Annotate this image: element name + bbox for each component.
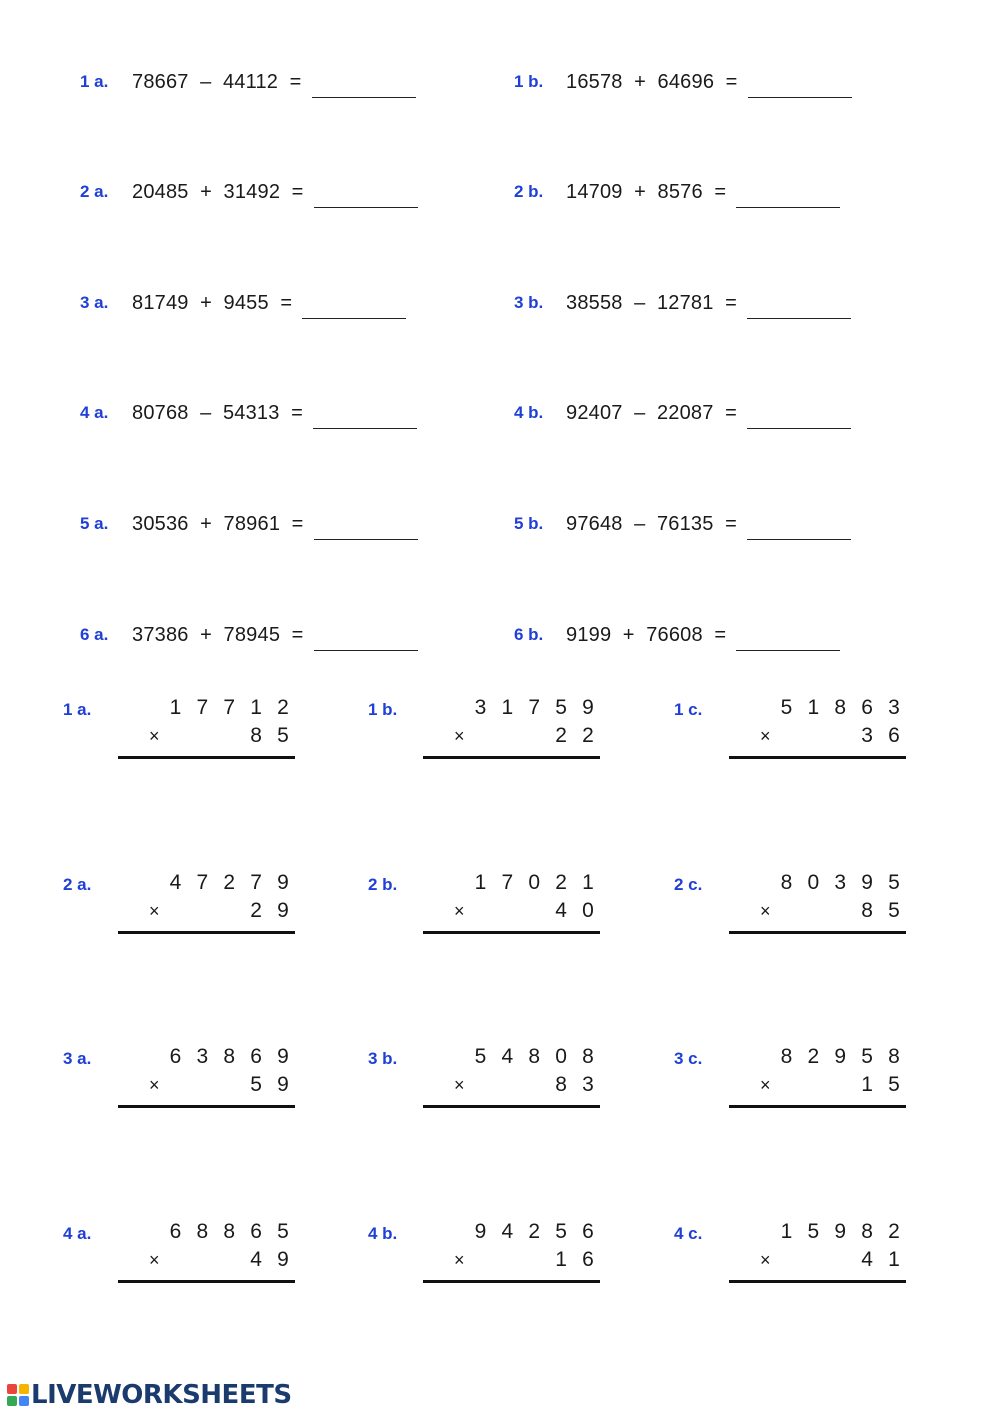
multiplication-problem [368,696,609,786]
horizontal-problem [514,615,840,655]
times-sign: × [149,1250,160,1270]
answer-line[interactable] [729,1280,906,1283]
problem-label: 2 c. [674,875,703,894]
multiplier-row [730,1073,915,1101]
multiplier-digits: 15 [861,1073,915,1096]
horizontal-problem [514,393,851,433]
multiplicand-digits: 17021 [474,871,609,894]
multiplier-digits: 49 [250,1248,304,1271]
problem-label: 2 b. [514,182,544,201]
multiplicand-digits: 63869 [169,1045,304,1068]
multiplicand [119,871,304,899]
problem-label: 1 b. [368,700,398,719]
multiplicand [119,1045,304,1073]
problem-expression: 92407 – 22087 = [566,401,737,424]
multiplication-problem [63,696,304,786]
multiplicand-digits: 15982 [780,1220,915,1243]
horizontal-problem [514,283,851,323]
problem-label: 2 a. [80,182,109,201]
answer-blank[interactable] [747,296,851,319]
problem-label: 6 a. [80,625,109,644]
problem-expression: 80768 – 54313 = [132,401,303,424]
multiplier-digits: 85 [861,899,915,922]
answer-blank[interactable] [314,185,418,208]
answer-blank[interactable] [747,406,851,429]
problem-label: 1 c. [674,700,703,719]
answer-blank[interactable] [313,406,417,429]
horizontal-problem [80,62,416,102]
times-sign: × [760,1075,771,1095]
problem-expression: 78667 – 44112 = [132,70,302,93]
answer-line[interactable] [423,756,600,759]
multiplier-digits: 83 [555,1073,609,1096]
answer-blank[interactable] [314,517,418,540]
multiplication-problem [674,1045,915,1135]
problem-label: 2 b. [368,875,398,894]
times-sign: × [760,1250,771,1270]
multiplicand [730,696,915,724]
times-sign: × [149,901,160,921]
problem-label: 4 c. [674,1224,703,1243]
problem-expression: 38558 – 12781 = [566,291,737,314]
multiplicand [730,1045,915,1073]
multiplier-row [119,1073,304,1101]
problem-label: 1 a. [80,72,109,91]
multiplicand [424,871,609,899]
logo-square [7,1396,17,1406]
multiplication-problem [63,871,304,961]
logo-grid-icon [7,1384,29,1406]
answer-line[interactable] [423,931,600,934]
answer-blank[interactable] [736,628,840,651]
horizontal-problem [514,62,852,102]
multiplier-row [730,1248,915,1276]
problem-label: 3 c. [674,1049,703,1068]
problem-label: 4 b. [368,1224,398,1243]
answer-blank[interactable] [314,628,418,651]
multiplicand [730,1220,915,1248]
problem-label: 1 b. [514,72,544,91]
answer-line[interactable] [118,931,295,934]
multiplication-problem [368,1220,609,1310]
multiplier-digits: 41 [861,1248,915,1271]
horizontal-problem [80,172,418,212]
multiplicand [424,696,609,724]
multiplier-row [119,724,304,752]
times-sign: × [454,1075,465,1095]
logo-text: LIVEWORKSHEETS [31,1380,292,1410]
multiplication-problem [674,1220,915,1310]
horizontal-problem [80,393,417,433]
multiplication-problem [368,871,609,961]
multiplicand-digits: 31759 [474,696,609,719]
logo-square [7,1384,17,1394]
problem-expression: 30536 + 78961 = [132,512,304,535]
problem-expression: 20485 + 31492 = [132,180,304,203]
multiplier-row [424,724,609,752]
problem-label: 3 b. [368,1049,398,1068]
times-sign: × [454,726,465,746]
problem-expression: 14709 + 8576 = [566,180,727,203]
answer-blank[interactable] [302,296,406,319]
problem-expression: 97648 – 76135 = [566,512,737,535]
horizontal-problem [80,283,406,323]
multiplicand-digits: 80395 [780,871,915,894]
horizontal-problem [514,504,851,544]
horizontal-problem [80,504,418,544]
answer-blank[interactable] [736,185,840,208]
multiplicand-digits: 47279 [169,871,304,894]
problem-label: 4 a. [80,403,109,422]
multiplicand-digits: 51863 [780,696,915,719]
times-sign: × [760,726,771,746]
answer-blank[interactable] [312,75,416,98]
multiplier-digits: 22 [555,724,609,747]
problem-label: 4 a. [63,1224,92,1243]
multiplicand [424,1045,609,1073]
answer-blank[interactable] [748,75,852,98]
logo-square [19,1396,29,1406]
problem-expression: 81749 + 9455 = [132,291,293,314]
times-sign: × [454,1250,465,1270]
times-sign: × [149,726,160,746]
multiplication-problem [63,1045,304,1135]
multiplier-row [424,1248,609,1276]
problem-label: 4 b. [514,403,544,422]
multiplier-row [730,899,915,927]
problem-label: 6 b. [514,625,544,644]
multiplier-digits: 85 [250,724,304,747]
answer-line[interactable] [118,1280,295,1283]
multiplier-row [424,899,609,927]
problem-label: 5 b. [514,514,544,533]
multiplicand-digits: 94256 [474,1220,609,1243]
multiplier-digits: 40 [555,899,609,922]
multiplier-digits: 16 [555,1248,609,1271]
multiplicand-digits: 68865 [169,1220,304,1243]
problem-expression: 9199 + 76608 = [566,623,727,646]
multiplicand-digits: 17712 [169,696,304,719]
multiplier-digits: 59 [250,1073,304,1096]
answer-line[interactable] [423,1280,600,1283]
times-sign: × [454,901,465,921]
multiplicand [730,871,915,899]
liveworksheets-logo [7,1380,292,1410]
problem-label: 3 a. [63,1049,92,1068]
answer-line[interactable] [729,1105,906,1108]
multiplicand [119,1220,304,1248]
problem-label: 5 a. [80,514,109,533]
problem-label: 1 a. [63,700,92,719]
problem-label: 2 a. [63,875,92,894]
answer-line[interactable] [729,931,906,934]
multiplier-row [730,724,915,752]
multiplication-problem [368,1045,609,1135]
multiplier-row [119,1248,304,1276]
multiplication-problem [63,1220,304,1310]
logo-square [19,1384,29,1394]
times-sign: × [149,1075,160,1095]
problem-label: 3 a. [80,293,109,312]
multiplicand [424,1220,609,1248]
answer-line[interactable] [118,756,295,759]
multiplier-row [119,899,304,927]
multiplicand-digits: 82958 [780,1045,915,1068]
problem-expression: 16578 + 64696 = [566,70,738,93]
times-sign: × [760,901,771,921]
multiplier-digits: 36 [861,724,915,747]
answer-line[interactable] [118,1105,295,1108]
multiplication-problem [674,696,915,786]
answer-blank[interactable] [747,517,851,540]
horizontal-problem [80,615,418,655]
multiplier-digits: 29 [250,899,304,922]
multiplicand [119,696,304,724]
multiplicand-digits: 54808 [474,1045,609,1068]
multiplication-problem [674,871,915,961]
answer-line[interactable] [423,1105,600,1108]
multiplier-row [424,1073,609,1101]
horizontal-problem [514,172,840,212]
problem-expression: 37386 + 78945 = [132,623,304,646]
problem-label: 3 b. [514,293,544,312]
answer-line[interactable] [729,756,906,759]
